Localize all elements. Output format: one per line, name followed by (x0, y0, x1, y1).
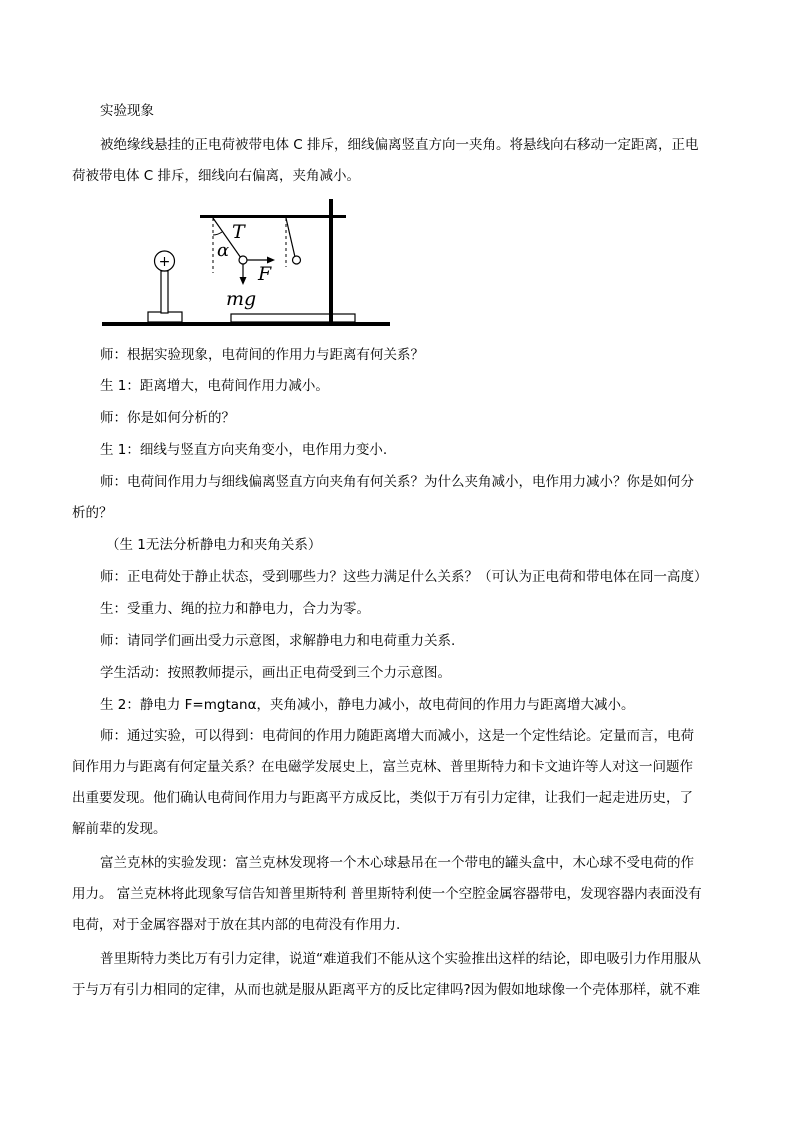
text-line: 析的？ (72, 505, 113, 521)
force-label: F (258, 263, 272, 285)
intro-paragraph (72, 130, 720, 192)
dialogue-text: 师：正电荷处于静止状态，受到哪些力？这些力满足什么关系？（可认为正电荷和带电体在同一高度） (100, 569, 708, 585)
angle-label: α (217, 240, 230, 261)
ground-bar (102, 322, 390, 326)
dialogue-line (100, 594, 720, 625)
tension-label: T (232, 221, 245, 243)
dialogue-text: 师：根据实验现象，电荷间的作用力与距离有何关系？ (100, 347, 424, 363)
history-paragraph (72, 848, 720, 941)
dialogue-text: 师：你是如何分析的？ (100, 410, 235, 426)
dialogue-line (100, 371, 720, 402)
text-line: 被绝缘线悬挂的正电荷被带电体 C 排斥，细线偏离竖直方向一夹角。将悬线向右移动一定距离，正电 (100, 137, 699, 153)
dialogue-paragraph (72, 467, 720, 529)
dialogue-text: 学生活动：按照教师提示，画出正电荷受到三个力示意图。 (100, 665, 451, 681)
dialogue-text: 生 2：静电力 F=mgtanα，夹角减小，静电力减小，故电荷间的作用力与距离增大减小。 (100, 697, 635, 713)
text-line: 解前辈的发现。 (72, 821, 167, 837)
dialogue-line (100, 562, 740, 593)
dialogue-line (100, 435, 720, 466)
text-line: 普里斯特力类比万有引力定律，说道“难道我们不能从这个实验推出这样的结论，即电吸引力作用服从 (100, 951, 701, 967)
charged-ball-moved (293, 256, 301, 264)
history-paragraph (72, 944, 720, 1006)
text-line: 师：通过实验，可以得到：电荷间的作用力随距离增大而减小，这是一个定性结论。定量而言，电荷 (100, 728, 694, 744)
text-line: 师：电荷间作用力与细线偏离竖直方向夹角有何关系？为什么夹角减小，电作用力减小？你是如何分 (100, 474, 694, 490)
dialogue-text: 生 1：距离增大，电荷间作用力减小。 (100, 378, 329, 394)
section-heading-text: 实验现象 (100, 103, 154, 119)
dialogue-line (100, 658, 720, 689)
dialogue-note (106, 530, 726, 561)
text-line: 电荷，对于金属容器对于放在其内部的电荷没有作用力. (72, 917, 401, 933)
stand-post (161, 271, 168, 313)
text-line: 用力。 富兰克林将此现象写信告知普里斯特利 普里斯特利使一个空腔金属容器带电，发现容器内表面没有 (72, 886, 702, 902)
dialogue-paragraph (72, 721, 720, 845)
section-heading (100, 96, 720, 127)
text-line: 出重要发现。他们确认电荷间作用力与距离平方成反比，类似于万有引力定律，让我们一起走进历史，了 (72, 790, 693, 806)
experiment-diagram (100, 195, 392, 330)
dialogue-text: 师：请同学们画出受力示意图，求解静电力和电荷重力关系. (100, 633, 456, 649)
dialogue-line (100, 626, 720, 657)
dialogue-line (100, 340, 720, 371)
dialogue-text: （生 1无法分析静电力和夹角关系） (106, 537, 322, 553)
dialogue-text: 生：受重力、绳的拉力和静电力，合力为零。 (100, 601, 370, 617)
plus-sign: + (158, 254, 171, 270)
dialogue-line (100, 690, 720, 721)
dialogue-line (100, 403, 720, 434)
text-line: 于与万有引力相同的定律，从而也就是服从距离平方的反比定律吗?因为假如地球像一个壳体那样，就不难 (72, 982, 701, 998)
angle-arc (213, 232, 222, 235)
string-right (286, 218, 295, 257)
weight-arrowhead (240, 277, 247, 285)
support-bar (200, 215, 346, 218)
weight-label: mg (226, 288, 257, 310)
text-line: 荷被带电体 C 排斥，细线向右偏离，夹角减小。 (72, 168, 361, 184)
dialogue-text: 生 1：细线与竖直方向夹角变小，电作用力变小. (100, 442, 388, 458)
platform (231, 314, 355, 322)
text-line: 间作用力与距离有何定量关系？在电磁学发展史上，富兰克林、普里斯特力和卡文迪许等人对这一问题作 (72, 759, 693, 775)
charged-ball (239, 256, 247, 264)
text-line: 富兰克林的实验发现：富兰克林发现将一个木心球悬吊在一个带电的罐头盒中，木心球不受电荷的作 (100, 855, 694, 871)
